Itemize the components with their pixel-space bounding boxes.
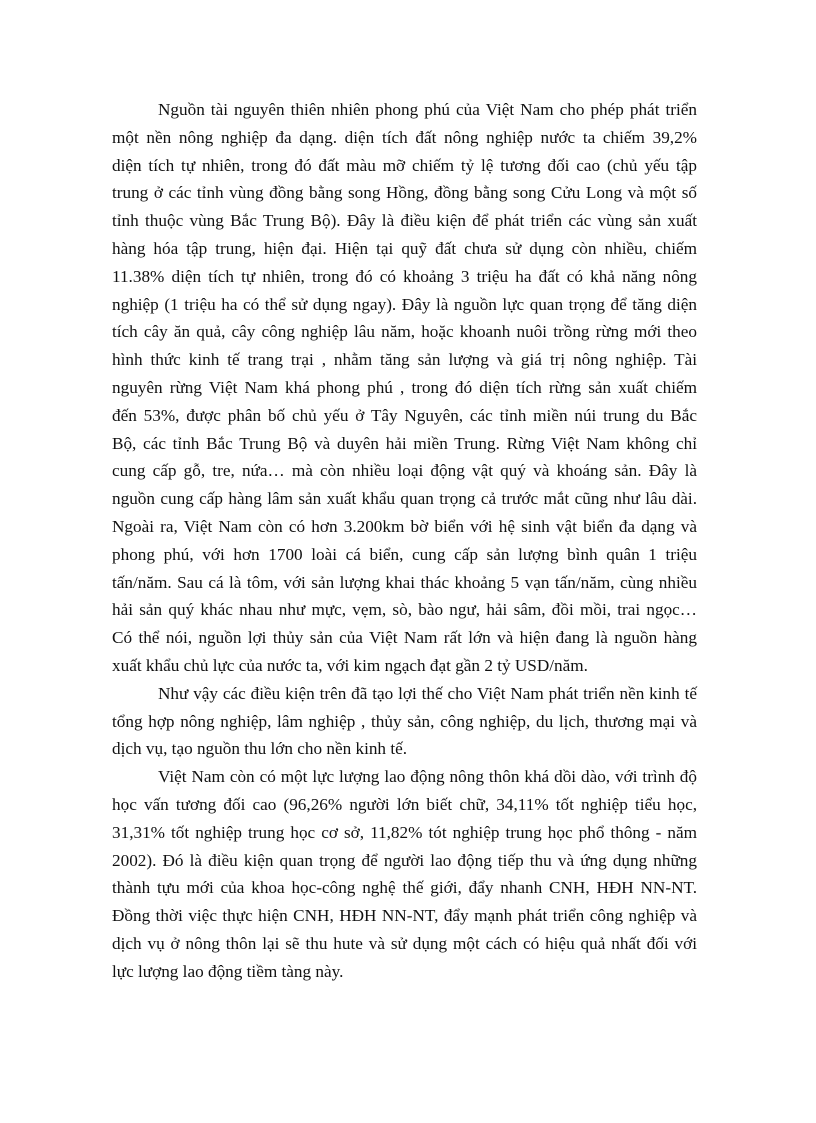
document-page bbox=[112, 96, 697, 986]
text-line: đến 53%, được phân bố chủ yếu ở Tây Nguyên, các tỉnh miền núi trung du Bắc bbox=[112, 405, 697, 425]
text-line: Có thể nói, nguồn lợi thủy sản của Việt Nam rất lớn và hiện đang là nguồn hàng bbox=[112, 628, 697, 648]
text-line: nghiệp (1 triệu ha có thể sử dụng ngay). Đây là nguồn lực quan trọng để tăng diện bbox=[112, 294, 697, 314]
text-line: hàng hóa tập trung, hiện đại. Hiện tại quỹ đất chưa sử dụng còn nhiều, chiếm bbox=[112, 238, 697, 258]
text-line: tấn/năm. Sau cá là tôm, với sản lượng khai thác khoảng 5 vạn tấn/năm, cùng nhiều bbox=[112, 572, 697, 592]
text-line: 31,31% tốt nghiệp trung học cơ sở, 11,82% tót nghiệp trung học phổ thông - năm bbox=[112, 822, 697, 842]
text-line: tổng hợp nông nghiệp, lâm nghiệp , thủy sản, công nghiệp, du lịch, thương mại và bbox=[112, 711, 697, 731]
text-line: nguyên rừng Việt Nam khá phong phú , trong đó diện tích rừng sản xuất chiếm bbox=[112, 377, 697, 397]
text-line: xuất khẩu chủ lực của nước ta, với kim ngạch đạt gần 2 tỷ USD/năm. bbox=[112, 655, 588, 675]
text-line: trung ở các tỉnh vùng đồng bằng song Hồng, đồng bằng song Cửu Long và một số bbox=[112, 183, 697, 203]
text-line: một nền nông nghiệp đa dạng. diện tích đất nông nghiệp nước ta chiếm 39,2% bbox=[112, 127, 697, 147]
text-line: hình thức kinh tế trang trại , nhằm tăng sản lượng và giá trị nông nghiệp. Tài bbox=[112, 350, 697, 370]
text-line: Ngoài ra, Việt Nam còn có hơn 3.200km bờ biển với hệ sinh vật biển đa dạng và bbox=[112, 516, 697, 536]
paragraph-advantages bbox=[112, 680, 697, 763]
text-line: dịch vụ ở nông thôn lại sẽ thu hute và sử dụng một cách có hiệu quả nhất đối với bbox=[112, 933, 697, 953]
text-line: hải sản quý khác nhau như mực, vẹm, sò, bào ngư, hải sâm, đồi mồi, trai ngọc… bbox=[112, 600, 697, 620]
text-line: dịch vụ, tạo nguồn thu lớn cho nền kinh tế. bbox=[112, 739, 408, 759]
text-line: cung cấp gỗ, tre, nứa… mà còn nhiều loại động vật quý và khoáng sản. Đây là bbox=[112, 461, 697, 481]
text-line: lực lượng lao động tiềm tàng này. bbox=[112, 961, 344, 981]
text-line: Bộ, các tỉnh Bắc Trung Bộ và duyên hải miền Trung. Rừng Việt Nam không chỉ bbox=[112, 433, 697, 453]
text-line: phong phú, với hơn 1700 loài cá biển, cung cấp sản lượng bình quân 1 triệu bbox=[112, 544, 697, 564]
paragraph-natural-resources bbox=[112, 96, 697, 680]
text-line: Như vậy các điều kiện trên đã tạo lợi thế cho Việt Nam phát triển nền kinh tế bbox=[158, 683, 697, 703]
text-line: học vấn tương đối cao (96,26% người lớn biết chữ, 34,11% tốt nghiệp tiểu học, bbox=[112, 794, 697, 814]
text-line: thành tựu mới của khoa học-công nghệ thế giới, đẩy nhanh CNH, HĐH NN-NT. bbox=[112, 878, 697, 898]
text-line: Đồng thời việc thực hiện CNH, HĐH NN-NT, đẩy mạnh phát triển công nghiệp và bbox=[112, 906, 697, 926]
text-line: 2002). Đó là điều kiện quan trọng để người lao động tiếp thu và ứng dụng những bbox=[112, 850, 697, 870]
text-line: Việt Nam còn có một lực lượng lao động nông thôn khá dồi dào, với trình độ bbox=[158, 767, 697, 787]
text-line: Nguồn tài nguyên thiên nhiên phong phú của Việt Nam cho phép phát triển bbox=[158, 100, 697, 119]
paragraph-labor-force bbox=[112, 763, 697, 985]
text-line: 11.38% diện tích tự nhiên, trong đó có khoảng 3 triệu ha đất có khả năng nông bbox=[112, 266, 697, 286]
text-line: tích cây ăn quả, cây công nghiệp lâu năm, hoặc khoanh nuôi trồng rừng mới theo bbox=[112, 322, 697, 342]
text-line: diện tích tự nhiên, trong đó đất màu mỡ chiếm tỷ lệ tương đối cao (chủ yếu tập bbox=[112, 155, 697, 175]
text-line: nguồn cung cấp hàng lâm sản xuất khẩu quan trọng cả trước mắt cũng như lâu dài. bbox=[112, 489, 697, 509]
text-line: tỉnh thuộc vùng Bắc Trung Bộ). Đây là điều kiện để phát triển các vùng sản xuất bbox=[112, 211, 697, 231]
